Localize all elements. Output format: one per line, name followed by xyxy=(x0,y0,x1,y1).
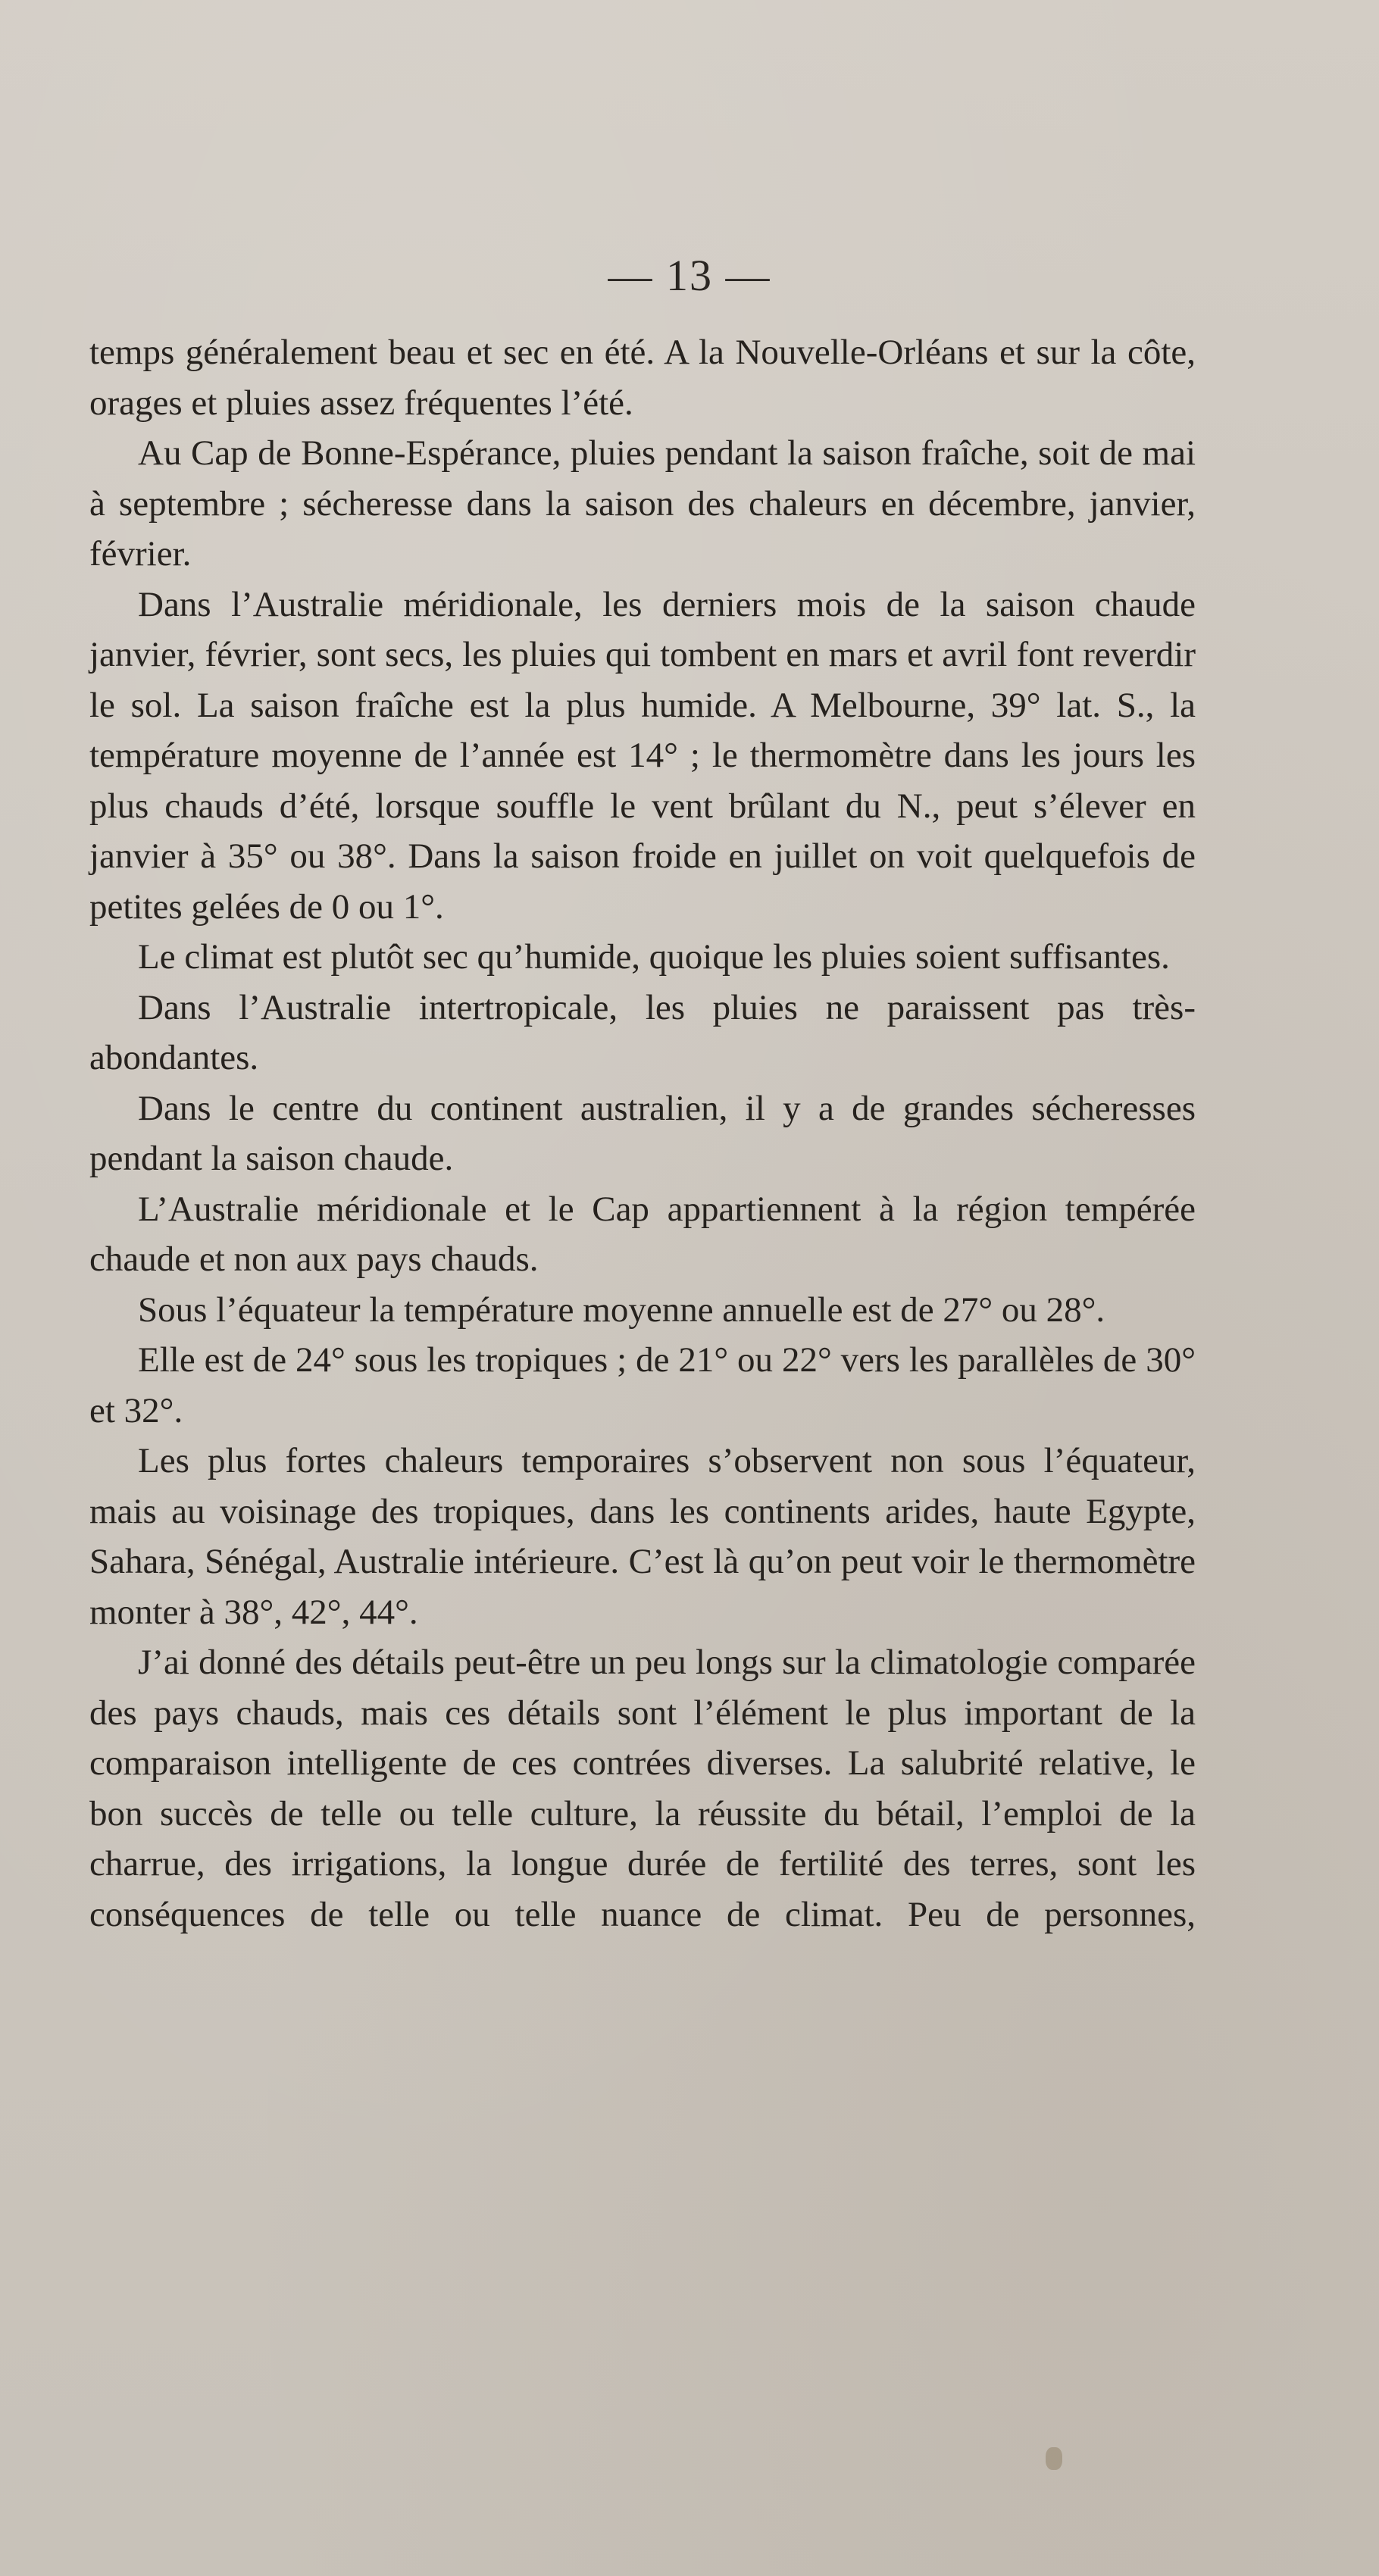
paragraph-6: Dans le centre du continent australien, il y a de grandes sécheresses pendant la saison chaude. xyxy=(89,1088,1196,1178)
paragraph-1: temps généralement beau et sec en été. A la Nouvelle-Orléans et sur la côte, orages et pluies assez fréquentes l’été. xyxy=(89,333,1196,423)
paragraph-7: L’Australie méridionale et le Cap appartiennent à la région tempérée chaude et non aux pays chauds. xyxy=(89,1189,1196,1279)
paragraph-5: Dans l’Australie intertropicale, les pluies ne paraissent pas très-abondantes. xyxy=(89,987,1196,1077)
body-text xyxy=(89,327,1196,1940)
paragraph-10: Les plus fortes chaleurs temporaires s’observent non sous l’équateur, mais au voisinage des tropiques, dans les continents arides, haute Egypte, Sahara, Sénégal, Australie intérieure. C’est là qu’on peut voir le thermomètre monter à 38°, 42°, 44°. xyxy=(89,1441,1196,1632)
paragraph-8: Sous l’équateur la température moyenne annuelle est de 27° ou 28°. xyxy=(138,1290,1105,1330)
paragraph-2: Au Cap de Bonne-Espérance, pluies pendant la saison fraîche, soit de mai à septembre ; sécheresse dans la saison des chaleurs en décembre, janvier, février. xyxy=(89,433,1196,574)
paragraph-11: J’ai donné des détails peut-être un peu longs sur la climatologie comparée des pays chauds, mais ces détails sont l’élément le plus important de la comparaison intelligente de ces contrées diverses. La salubrité relative, le bon succès de telle ou telle culture, la réussite du bétail, l’emploi de la charrue, des irrigations, la longue durée de fertilité des terres, sont les conséquences de telle ou telle nuance de climat. Peu de personnes, xyxy=(89,1643,1196,1934)
ink-smudge xyxy=(1046,2447,1062,2470)
paragraph-3: Dans l’Australie méridionale, les derniers mois de la saison chaude janvier, février, sont secs, les pluies qui tombent en mars et avril font reverdir le sol. La saison fraîche est la plus humide. A Melbourne, 39° lat. S., la température moyenne de l’année est 14° ; le thermomètre dans les jours les plus chauds d’été, lorsque souffle le vent brûlant du N., peut s’élever en janvier à 35° ou 38°. Dans la saison froide en juillet on voit quelquefois de petites gelées de 0 ou 1°. xyxy=(89,584,1196,927)
page-number: — 13 — xyxy=(608,251,771,300)
paragraph-4: Le climat est plutôt sec qu’humide, quoique les pluies soient suffisantes. xyxy=(138,937,1170,977)
paragraph-9: Elle est de 24° sous les tropiques ; de 21° ou 22° vers les parallèles de 30° et 32°. xyxy=(89,1340,1196,1430)
